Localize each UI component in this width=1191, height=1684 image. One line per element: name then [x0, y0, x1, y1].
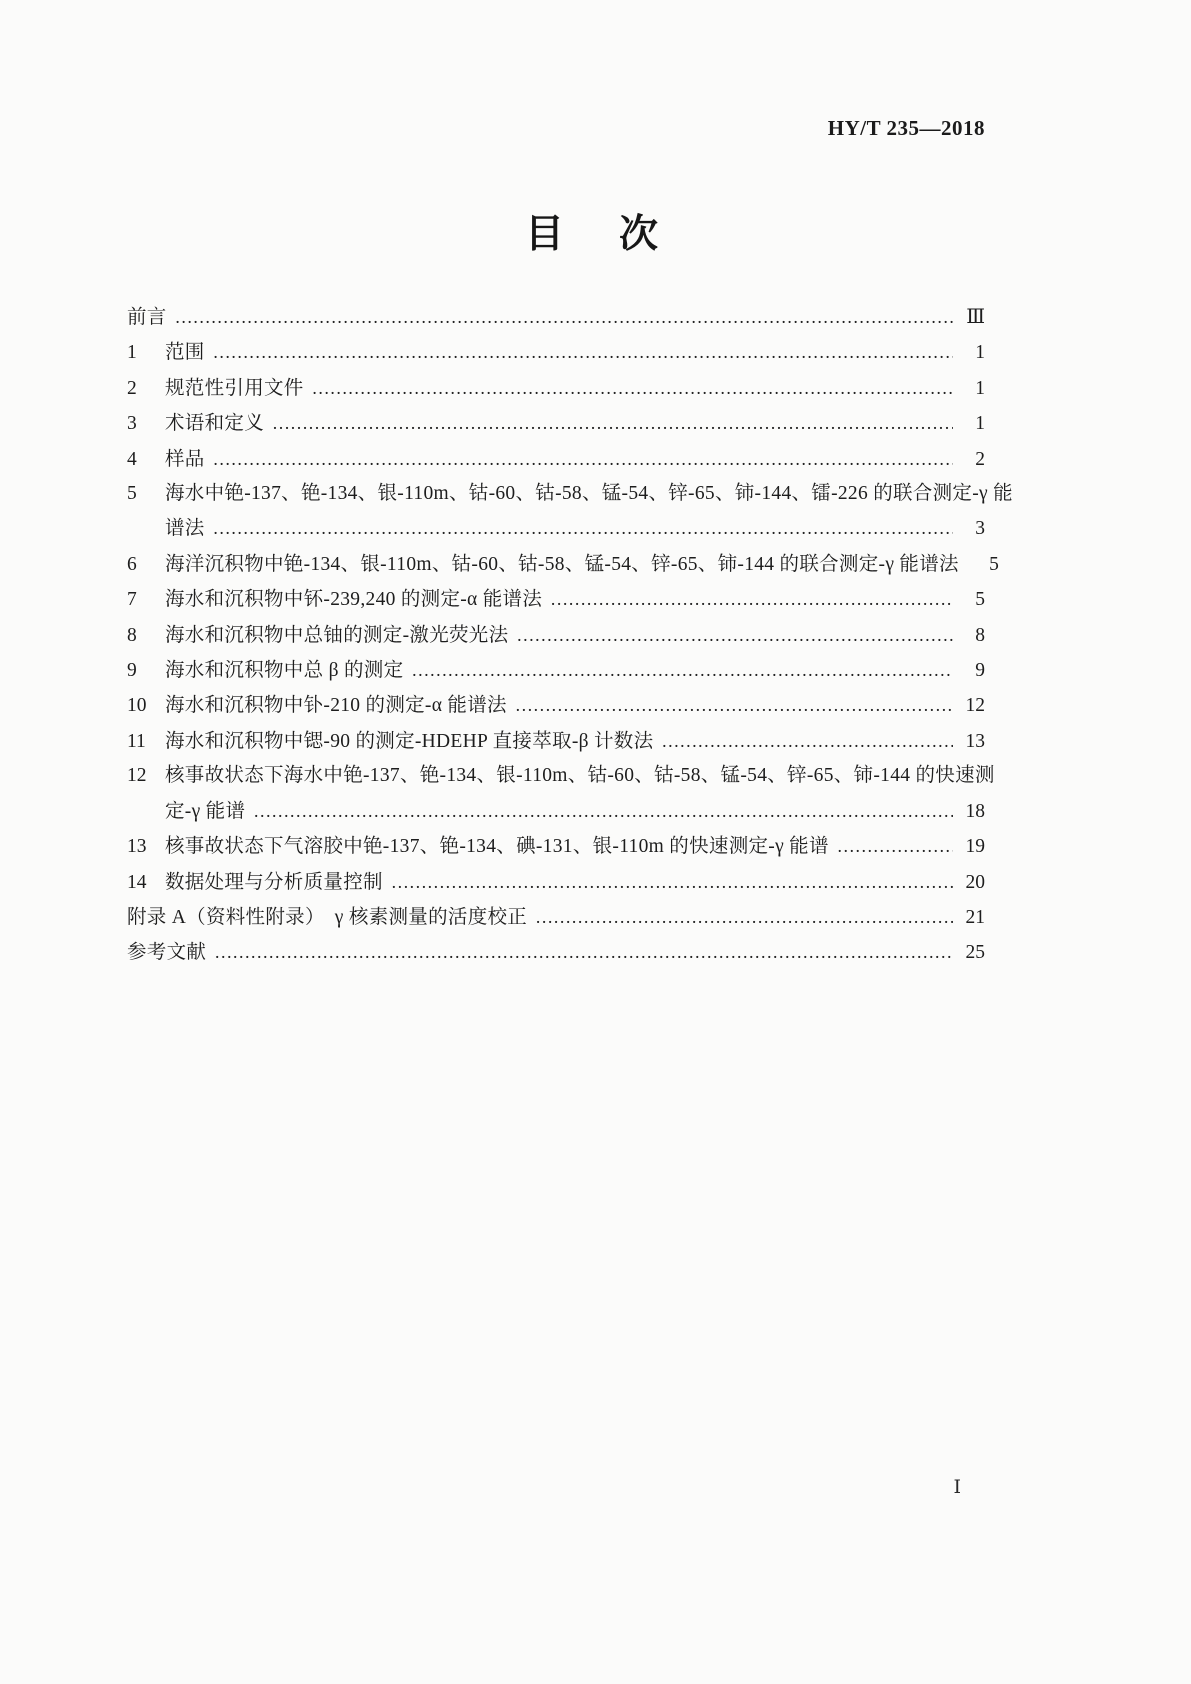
toc-entry — [127, 724, 985, 759]
toc-entry-number: 14 — [127, 871, 147, 893]
toc-entry-page: 21 — [965, 906, 985, 928]
toc-entry — [127, 371, 985, 406]
toc-entry-number: 8 — [127, 624, 137, 646]
toc-entry-number: 3 — [127, 413, 137, 435]
toc-entry — [127, 900, 985, 935]
toc-entry-title: 样品 — [165, 448, 205, 470]
toc-entry — [127, 335, 985, 370]
toc-entry-page: 13 — [965, 730, 985, 752]
dot-leader — [253, 794, 953, 828]
toc-entry-number: 6 — [127, 553, 137, 575]
dot-leader — [515, 688, 953, 722]
toc-entry — [127, 300, 985, 335]
toc-entry — [127, 582, 985, 617]
dot-leader — [516, 618, 953, 652]
toc-entry-page: 8 — [975, 624, 985, 646]
toc-entry-title: 核事故状态下气溶胶中铯-137、铯-134、碘-131、银-110m 的快速测定-γ 能谱 — [165, 836, 829, 858]
toc-entry-title: 海水和沉积物中钚-239,240 的测定-α 能谱法 — [165, 589, 543, 611]
toc-entry-title: 海水和沉积物中锶-90 的测定-HDEHP 直接萃取-β 计数法 — [165, 730, 654, 752]
toc-entry-page: 5 — [989, 553, 999, 575]
toc-entry-title: 海洋沉积物中铯-134、银-110m、钴-60、钴-58、锰-54、锌-65、铈-144 的联合测定-γ 能谱法 — [165, 553, 959, 575]
toc-entry-title: 数据处理与分析质量控制 — [165, 871, 383, 893]
toc-entry-page: 3 — [975, 518, 985, 540]
dot-leader — [837, 829, 953, 863]
toc-entry-number: 11 — [127, 730, 146, 752]
toc-entry-number: 2 — [127, 377, 137, 399]
toc-entry — [127, 688, 985, 723]
toc-entry-page: 20 — [965, 871, 985, 893]
toc-entry-title: 核事故状态下海水中铯-137、铯-134、银-110m、钴-60、钴-58、锰-54、锌-65、铈-144 的快速测 — [165, 765, 995, 787]
toc-entry — [127, 935, 985, 970]
toc-entry-page: 5 — [975, 589, 985, 611]
toc-entry-page: 9 — [975, 660, 985, 682]
dot-leader — [213, 335, 953, 369]
dot-leader — [272, 406, 953, 440]
toc-entry-page: 1 — [975, 413, 985, 435]
toc-entry-title: 前言 — [127, 307, 167, 328]
toc-entry-title: 术语和定义 — [165, 413, 265, 435]
toc-entry-page: 25 — [965, 942, 985, 964]
dot-leader — [550, 582, 953, 616]
toc-entry-page: 19 — [965, 836, 985, 858]
dot-leader — [535, 900, 953, 934]
toc-entry-title: 谱法 — [165, 518, 205, 540]
toc-entry-number: 5 — [127, 483, 137, 505]
toc-entry-title: 海水中铯-137、铯-134、银-110m、钴-60、钴-58、锰-54、锌-65、铈-144、镭-226 的联合测定-γ 能 — [165, 483, 1013, 505]
toc-entry-title: 定-γ 能谱 — [165, 800, 246, 822]
toc-entry-number: 10 — [127, 695, 147, 717]
toc-entry-page: 12 — [965, 695, 985, 717]
toc-entry-number: 1 — [127, 342, 137, 364]
toc-entry-number: 9 — [127, 660, 137, 682]
toc-entry-title: 参考文献 — [127, 942, 207, 964]
dot-leader — [411, 653, 953, 687]
toc-entry-page: Ⅲ — [966, 307, 985, 328]
dot-leader — [312, 371, 953, 405]
toc-entry — [127, 829, 985, 864]
toc-entry-title: 附录 A（资料性附录） γ 核素测量的活度校正 — [127, 906, 528, 928]
toc-entry — [127, 653, 985, 688]
toc-entry — [127, 547, 999, 582]
dot-leader — [175, 300, 953, 334]
toc-entry-number: 13 — [127, 836, 147, 858]
toc-entry-page: 1 — [975, 377, 985, 399]
dot-leader — [213, 442, 953, 476]
toc-entry-page: 1 — [975, 342, 985, 364]
page-title: 目 次 — [524, 213, 666, 256]
toc-entry-title: 海水和沉积物中钋-210 的测定-α 能谱法 — [165, 695, 507, 717]
toc-entry-number: 12 — [127, 765, 147, 787]
standard-number: HY/T 235—2018 — [827, 116, 985, 140]
dot-leader — [391, 865, 953, 899]
dot-leader — [661, 724, 953, 758]
document-header — [828, 116, 985, 141]
toc-entry-title: 海水和沉积物中总 β 的测定 — [165, 660, 404, 682]
toc-entry-number: 4 — [127, 448, 137, 470]
toc-entry — [127, 406, 985, 441]
toc-entry — [127, 618, 985, 653]
toc-entry — [127, 442, 985, 477]
toc-entry — [127, 759, 995, 793]
toc-entry-title: 范围 — [165, 342, 205, 364]
toc-entry-page: 2 — [975, 448, 985, 470]
toc-entry-title: 规范性引用文件 — [165, 377, 304, 399]
footer-page-number: Ⅰ — [953, 1477, 961, 1498]
toc-entry — [127, 794, 985, 829]
toc-entry — [127, 511, 985, 546]
toc-entry-title: 海水和沉积物中总铀的测定-激光荧光法 — [165, 624, 509, 646]
toc-entry-page: 18 — [965, 800, 985, 822]
dot-leader — [213, 511, 953, 545]
toc-entry — [127, 477, 1013, 511]
toc-entry-number: 7 — [127, 589, 137, 611]
dot-leader — [214, 935, 953, 969]
toc-list — [127, 300, 1013, 971]
toc-entry — [127, 865, 985, 900]
